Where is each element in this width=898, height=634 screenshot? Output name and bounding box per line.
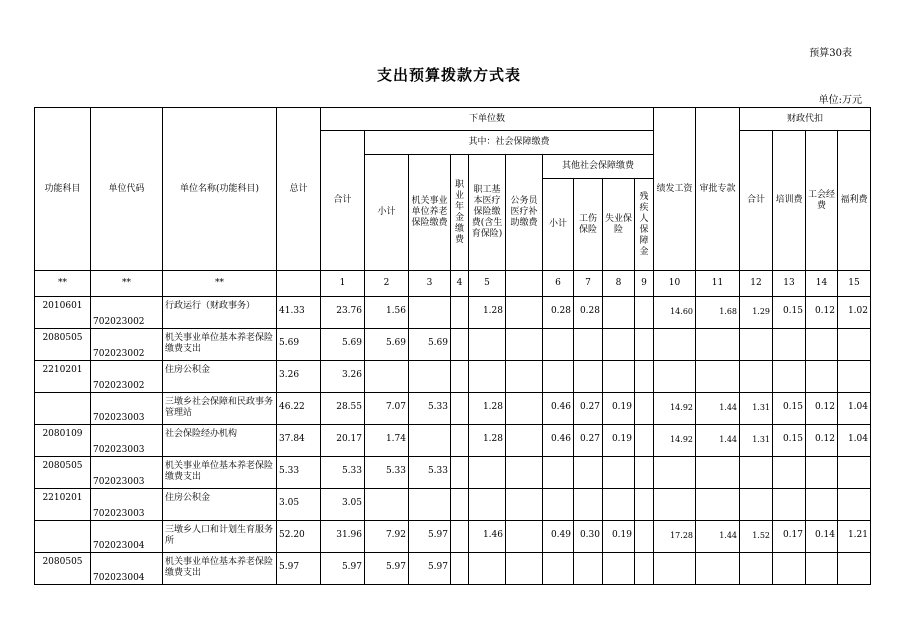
injury-cell: 0.28 <box>574 297 603 329</box>
other-subtotal-cell: 0.28 <box>543 297 574 329</box>
unemployment-cell <box>603 361 635 393</box>
sum-cell: 3.26 <box>321 361 365 393</box>
func-subject-cell: 2080505 <box>35 553 91 585</box>
performance-cell <box>654 489 696 521</box>
unit-code-cell: 702023002 <box>91 329 163 361</box>
medical-cell: 1.28 <box>469 297 506 329</box>
disability-cell <box>635 425 654 457</box>
page-title: 支出预算拨款方式表 <box>376 66 521 84</box>
other-subtotal-cell <box>543 457 574 489</box>
index-cell: 6 <box>543 271 574 297</box>
header-other-subtotal: 小计 <box>543 179 574 271</box>
sum-cell: 3.05 <box>321 489 365 521</box>
performance-cell: 14.92 <box>654 393 696 425</box>
unit-code-cell: 702023002 <box>91 297 163 329</box>
medical-cell: 1.46 <box>469 521 506 553</box>
sum-cell: 28.55 <box>321 393 365 425</box>
performance-cell <box>654 553 696 585</box>
index-cell: 10 <box>654 271 696 297</box>
fin-sum-cell <box>740 489 773 521</box>
subtotal-cell: 5.33 <box>365 457 409 489</box>
pension-cell: 5.69 <box>409 329 451 361</box>
medical-cell <box>469 553 506 585</box>
header-total: 总计 <box>277 108 321 271</box>
index-cell: 8 <box>603 271 635 297</box>
subtotal-cell: 7.92 <box>365 521 409 553</box>
unit-name-cell: 住房公积金 <box>163 361 277 393</box>
union-cell <box>806 361 838 393</box>
welfare-cell: 1.04 <box>838 393 871 425</box>
performance-cell <box>654 329 696 361</box>
index-cell <box>277 271 321 297</box>
union-cell: 0.12 <box>806 393 838 425</box>
other-subtotal-cell: 0.46 <box>543 393 574 425</box>
index-cell: 9 <box>635 271 654 297</box>
civil-medical-cell <box>506 297 543 329</box>
table-row <box>35 361 871 393</box>
annuity-cell <box>451 361 469 393</box>
fin-sum-cell: 1.29 <box>740 297 773 329</box>
sum-cell: 5.97 <box>321 553 365 585</box>
injury-cell <box>574 553 603 585</box>
unit-code-cell: 702023004 <box>91 553 163 585</box>
union-cell <box>806 457 838 489</box>
unemployment-cell <box>603 553 635 585</box>
table-row <box>35 553 871 585</box>
index-cell: 4 <box>451 271 469 297</box>
medical-cell <box>469 329 506 361</box>
unit-name-cell: 三墩乡社会保障和民政事务管理站 <box>163 393 277 425</box>
index-cell: ** <box>91 271 163 297</box>
table-row <box>35 393 871 425</box>
fin-sum-cell <box>740 361 773 393</box>
index-cell <box>506 271 543 297</box>
index-cell: ** <box>163 271 277 297</box>
annuity-cell <box>451 489 469 521</box>
index-cell: 12 <box>740 271 773 297</box>
header-sum: 合计 <box>321 131 365 271</box>
other-subtotal-cell: 0.46 <box>543 425 574 457</box>
unit-name-cell: 行政运行（财政事务） <box>163 297 277 329</box>
civil-medical-cell <box>506 457 543 489</box>
other-subtotal-cell <box>543 553 574 585</box>
table-number-label: 预算30表 <box>809 48 852 59</box>
unit-code-cell: 702023003 <box>91 425 163 457</box>
training-cell: 0.15 <box>773 393 806 425</box>
civil-medical-cell <box>506 425 543 457</box>
welfare-cell <box>838 361 871 393</box>
performance-cell: 14.92 <box>654 425 696 457</box>
index-cell: ** <box>35 271 91 297</box>
func-subject-cell: 2010601 <box>35 297 91 329</box>
total-cell: 3.05 <box>277 489 321 521</box>
welfare-cell <box>838 329 871 361</box>
disability-cell <box>635 297 654 329</box>
unit-code-cell: 702023002 <box>91 361 163 393</box>
disability-cell <box>635 457 654 489</box>
civil-medical-cell <box>506 553 543 585</box>
pension-cell <box>409 361 451 393</box>
annuity-cell <box>451 393 469 425</box>
injury-cell <box>574 489 603 521</box>
disability-cell <box>635 393 654 425</box>
disability-cell <box>635 521 654 553</box>
unit-code-cell: 702023003 <box>91 393 163 425</box>
sum-cell: 20.17 <box>321 425 365 457</box>
header-unit-name: 单位名称(功能科目) <box>163 108 277 271</box>
pension-cell <box>409 425 451 457</box>
disability-cell <box>635 553 654 585</box>
func-subject-cell: 2080505 <box>35 457 91 489</box>
sum-cell: 5.69 <box>321 329 365 361</box>
unemployment-cell: 0.19 <box>603 393 635 425</box>
subtotal-cell <box>365 489 409 521</box>
unit-code-cell: 702023004 <box>91 521 163 553</box>
subtotal-cell: 1.74 <box>365 425 409 457</box>
header-lower-payment: 下单位数 <box>321 108 654 131</box>
medical-cell <box>469 489 506 521</box>
func-subject-cell: 2080109 <box>35 425 91 457</box>
pension-cell <box>409 489 451 521</box>
table-body <box>35 297 871 585</box>
injury-cell: 0.30 <box>574 521 603 553</box>
total-cell: 37.84 <box>277 425 321 457</box>
table-row <box>35 329 871 361</box>
header-fin-sum: 合计 <box>740 131 773 271</box>
injury-cell: 0.27 <box>574 393 603 425</box>
subtotal-cell <box>365 361 409 393</box>
sum-cell: 5.33 <box>321 457 365 489</box>
func-subject-cell <box>35 521 91 553</box>
sum-cell: 23.76 <box>321 297 365 329</box>
total-cell: 46.22 <box>277 393 321 425</box>
header-injury: 工伤保险 <box>574 179 603 271</box>
civil-medical-cell <box>506 489 543 521</box>
union-cell <box>806 553 838 585</box>
performance-cell <box>654 361 696 393</box>
medical-cell: 1.28 <box>469 425 506 457</box>
performance-cell: 14.60 <box>654 297 696 329</box>
civil-medical-cell <box>506 361 543 393</box>
header-finance-group: 财政代扣 <box>740 108 871 131</box>
fin-sum-cell <box>740 329 773 361</box>
performance-cell <box>654 457 696 489</box>
unit-name-cell: 机关事业单位基本养老保险缴费支出 <box>163 553 277 585</box>
special-cell <box>696 361 740 393</box>
welfare-cell <box>838 489 871 521</box>
union-cell <box>806 329 838 361</box>
header-unit-code: 单位代码 <box>91 108 163 271</box>
welfare-cell: 1.21 <box>838 521 871 553</box>
medical-cell: 1.28 <box>469 393 506 425</box>
special-cell: 1.44 <box>696 425 740 457</box>
fin-sum-cell: 1.31 <box>740 393 773 425</box>
header-subtotal: 小计 <box>365 155 409 271</box>
header-pension: 机关事业单位养老保险缴费 <box>409 155 451 271</box>
training-cell <box>773 329 806 361</box>
special-cell <box>696 329 740 361</box>
disability-cell <box>635 361 654 393</box>
subtotal-cell: 5.97 <box>365 553 409 585</box>
union-cell: 0.14 <box>806 521 838 553</box>
medical-cell <box>469 457 506 489</box>
unemployment-cell <box>603 297 635 329</box>
annuity-cell <box>451 329 469 361</box>
injury-cell <box>574 329 603 361</box>
annuity-cell <box>451 521 469 553</box>
func-subject-cell: 2210201 <box>35 489 91 521</box>
other-subtotal-cell <box>543 361 574 393</box>
union-cell <box>806 489 838 521</box>
index-cell: 7 <box>574 271 603 297</box>
index-cell: 5 <box>469 271 506 297</box>
training-cell: 0.15 <box>773 297 806 329</box>
training-cell <box>773 489 806 521</box>
index-row <box>35 271 871 297</box>
unit-name-cell: 机关事业单位基本养老保险缴费支出 <box>163 329 277 361</box>
budget-table <box>34 107 871 585</box>
total-cell: 3.26 <box>277 361 321 393</box>
pension-cell: 5.97 <box>409 521 451 553</box>
injury-cell <box>574 457 603 489</box>
fin-sum-cell: 1.52 <box>740 521 773 553</box>
header-social-insurance-group: 其中：社会保障缴费 <box>365 131 654 155</box>
disability-cell <box>635 329 654 361</box>
func-subject-cell <box>35 393 91 425</box>
welfare-cell <box>838 457 871 489</box>
total-cell: 5.33 <box>277 457 321 489</box>
fin-sum-cell: 1.31 <box>740 425 773 457</box>
header-performance: 绩发工资 <box>654 108 696 271</box>
unemployment-cell: 0.19 <box>603 521 635 553</box>
union-cell: 0.12 <box>806 425 838 457</box>
unit-name-cell: 机关事业单位基本养老保险缴费支出 <box>163 457 277 489</box>
unit-code-cell: 702023003 <box>91 489 163 521</box>
welfare-cell: 1.02 <box>838 297 871 329</box>
performance-cell: 17.28 <box>654 521 696 553</box>
welfare-cell: 1.04 <box>838 425 871 457</box>
header-training: 培训费 <box>773 131 806 271</box>
table-row <box>35 425 871 457</box>
special-cell: 1.44 <box>696 393 740 425</box>
pension-cell <box>409 297 451 329</box>
subtotal-cell: 1.56 <box>365 297 409 329</box>
total-cell: 41.33 <box>277 297 321 329</box>
welfare-cell <box>838 553 871 585</box>
header-unemployment: 失业保险 <box>603 179 635 271</box>
sum-cell: 31.96 <box>321 521 365 553</box>
unit-name-cell: 三墩乡人口和计划生育服务所 <box>163 521 277 553</box>
table-row <box>35 297 871 329</box>
disability-cell <box>635 489 654 521</box>
pension-cell: 5.97 <box>409 553 451 585</box>
total-cell: 5.97 <box>277 553 321 585</box>
annuity-cell <box>451 425 469 457</box>
training-cell <box>773 457 806 489</box>
fin-sum-cell <box>740 553 773 585</box>
table-row <box>35 521 871 553</box>
civil-medical-cell <box>506 329 543 361</box>
unemployment-cell: 0.19 <box>603 425 635 457</box>
special-cell: 1.68 <box>696 297 740 329</box>
fin-sum-cell <box>740 457 773 489</box>
unit-code-cell: 702023003 <box>91 457 163 489</box>
subtotal-cell: 5.69 <box>365 329 409 361</box>
index-cell: 13 <box>773 271 806 297</box>
special-cell <box>696 553 740 585</box>
total-cell: 52.20 <box>277 521 321 553</box>
index-cell: 3 <box>409 271 451 297</box>
unit-label: 单位:万元 <box>818 95 862 106</box>
special-cell <box>696 489 740 521</box>
other-subtotal-cell: 0.49 <box>543 521 574 553</box>
annuity-cell <box>451 457 469 489</box>
index-cell: 14 <box>806 271 838 297</box>
header-other-group: 其他社会保障缴费 <box>543 155 654 179</box>
training-cell <box>773 553 806 585</box>
other-subtotal-cell <box>543 489 574 521</box>
subtotal-cell: 7.07 <box>365 393 409 425</box>
training-cell: 0.15 <box>773 425 806 457</box>
total-cell: 5.69 <box>277 329 321 361</box>
medical-cell <box>469 361 506 393</box>
header-disability: 残疾人保障金 <box>635 179 654 271</box>
unemployment-cell <box>603 329 635 361</box>
index-cell: 15 <box>838 271 871 297</box>
special-cell: 1.44 <box>696 521 740 553</box>
civil-medical-cell <box>506 393 543 425</box>
header-occupational-annuity: 职业年金缴费 <box>451 155 469 271</box>
injury-cell: 0.27 <box>574 425 603 457</box>
unemployment-cell <box>603 489 635 521</box>
unit-name-cell: 社会保险经办机构 <box>163 425 277 457</box>
index-cell: 2 <box>365 271 409 297</box>
training-cell <box>773 361 806 393</box>
header-func-subject: 功能科目 <box>35 108 91 271</box>
other-subtotal-cell <box>543 329 574 361</box>
annuity-cell <box>451 297 469 329</box>
unit-name-cell: 住房公积金 <box>163 489 277 521</box>
pension-cell: 5.33 <box>409 457 451 489</box>
table-row <box>35 457 871 489</box>
header-special: 审批专款 <box>696 108 740 271</box>
special-cell <box>696 457 740 489</box>
index-cell: 11 <box>696 271 740 297</box>
training-cell: 0.17 <box>773 521 806 553</box>
header-union: 工会经费 <box>806 131 838 271</box>
header-medical: 职工基本医疗保险缴费(含生育保险) <box>469 155 506 271</box>
civil-medical-cell <box>506 521 543 553</box>
func-subject-cell: 2080505 <box>35 329 91 361</box>
union-cell: 0.12 <box>806 297 838 329</box>
annuity-cell <box>451 553 469 585</box>
func-subject-cell: 2210201 <box>35 361 91 393</box>
injury-cell <box>574 361 603 393</box>
unemployment-cell <box>603 457 635 489</box>
header-civil-medical: 公务员医疗补助缴费 <box>506 155 543 271</box>
header-welfare: 福利费 <box>838 131 871 271</box>
pension-cell: 5.33 <box>409 393 451 425</box>
table-row <box>35 489 871 521</box>
index-cell: 1 <box>321 271 365 297</box>
